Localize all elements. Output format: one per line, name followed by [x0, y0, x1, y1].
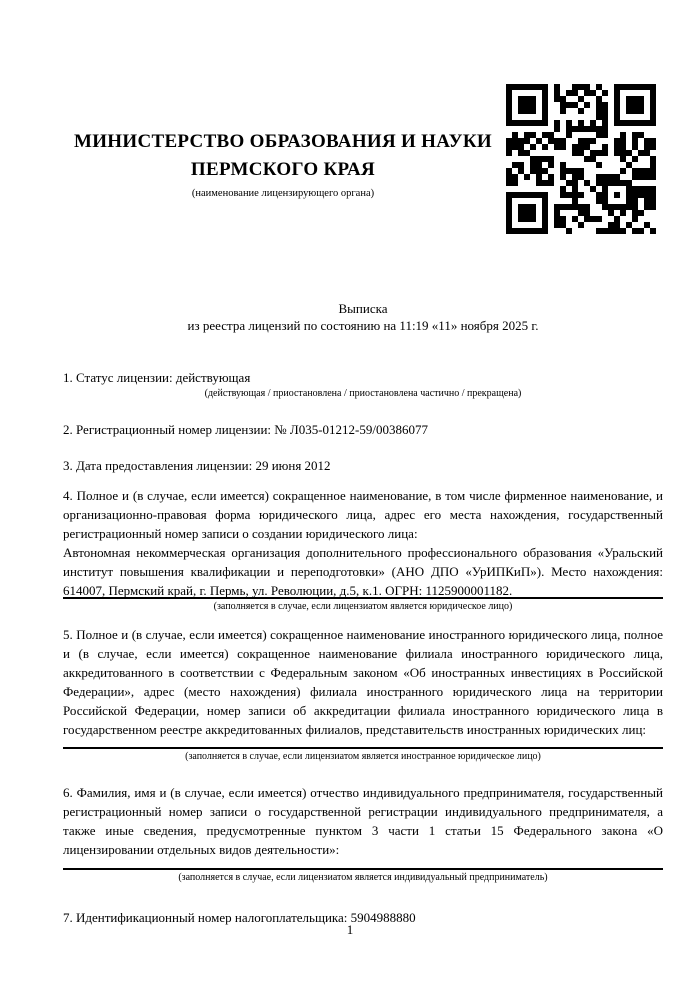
document-title: Выписка: [338, 301, 388, 316]
item-5-foreign-entity-intro: 5. Полное и (в случае, если имеется) сокращенное наименование иностранного юридического лица, полное и (в случае, если имеется) сокращенное наименование филиала иностранного юридического лица, аккредитованного в соответствии с Федеральным законом «Об иностранных инвестициях в Российской Федерации», адрес (место нахождения) филиала иностранного юридического лица на территории Российской Федерации, номер записи об аккредитации филиала иностранного юридического лица в государственном реестре аккредитованных филиалов, представительств иностранных юридических лиц:: [63, 627, 663, 737]
document-title-block: [63, 300, 663, 334]
item-1-license-status: 1. Статус лицензии: действующая: [63, 370, 251, 385]
ministry-caption: (наименование лицензирующего органа): [191, 188, 375, 199]
item-4-legal-entity-value: Автономная некоммерческая организация дополнительного профессионального образования «Уральский институт повышения квалификации и переподготовки» (АНО ДПО «УрИПКиП»). Место нахождения: 614007, Пермский край, г. Пермь, ул. Революции, д.5, к.1. ОГРН: 1125900001182.: [63, 545, 663, 598]
page-number: 1: [346, 922, 354, 937]
item-6-fill-line: [63, 868, 663, 870]
licensing-authority-header: [63, 128, 503, 200]
item-4-legal-entity-intro: 4. Полное и (в случае, если имеется) сокращенное наименование, в том числе фирменное наименование, и организационно-правовая форма юридического лица, адрес его места нахождения, государственный регистрационный номер записи о создании юридического лица:: [63, 488, 663, 541]
document-subtitle: из реестра лицензий по состоянию на 11:19 «11» ноября 2025 г.: [187, 318, 539, 333]
item-1-caption: (действующая / приостановлена / приостановлена частично / прекращена): [204, 388, 522, 399]
document-content: [63, 0, 663, 927]
ministry-name-line2: ПЕРМСКОГО КРАЯ: [190, 159, 376, 180]
item-2-registration-number: 2. Регистрационный номер лицензии: № Л035-01212-59/00386077: [63, 422, 429, 437]
item-5-caption: (заполняется в случае, если лицензиатом является иностранное юридическое лицо): [185, 751, 541, 762]
item-3-license-date: 3. Дата предоставления лицензии: 29 июня 2012: [63, 458, 331, 473]
item-7-taxpayer-number: 7. Идентификационный номер налогоплательщика: 5904988880: [63, 910, 416, 925]
ministry-name-line1: МИНИСТЕРСТВО ОБРАЗОВАНИЯ И НАУКИ: [73, 131, 493, 152]
item-5-fill-line: [63, 747, 663, 749]
item-6-entrepreneur-intro: 6. Фамилия, имя и (в случае, если имеется) отчество индивидуального предпринимателя, государственный регистрационный номер записи о государственной регистрации индивидуального предпринимателя, а также иные сведения, предусмотренные пунктом 3 части 1 статьи 15 Федерального закона «О лицензировании отдельных видов деятельности»:: [63, 785, 663, 857]
item-4-caption: (заполняется в случае, если лицензиатом является юридическое лицо): [213, 601, 513, 612]
item-6-caption: (заполняется в случае, если лицензиатом является индивидуальный предприниматель): [178, 872, 548, 883]
